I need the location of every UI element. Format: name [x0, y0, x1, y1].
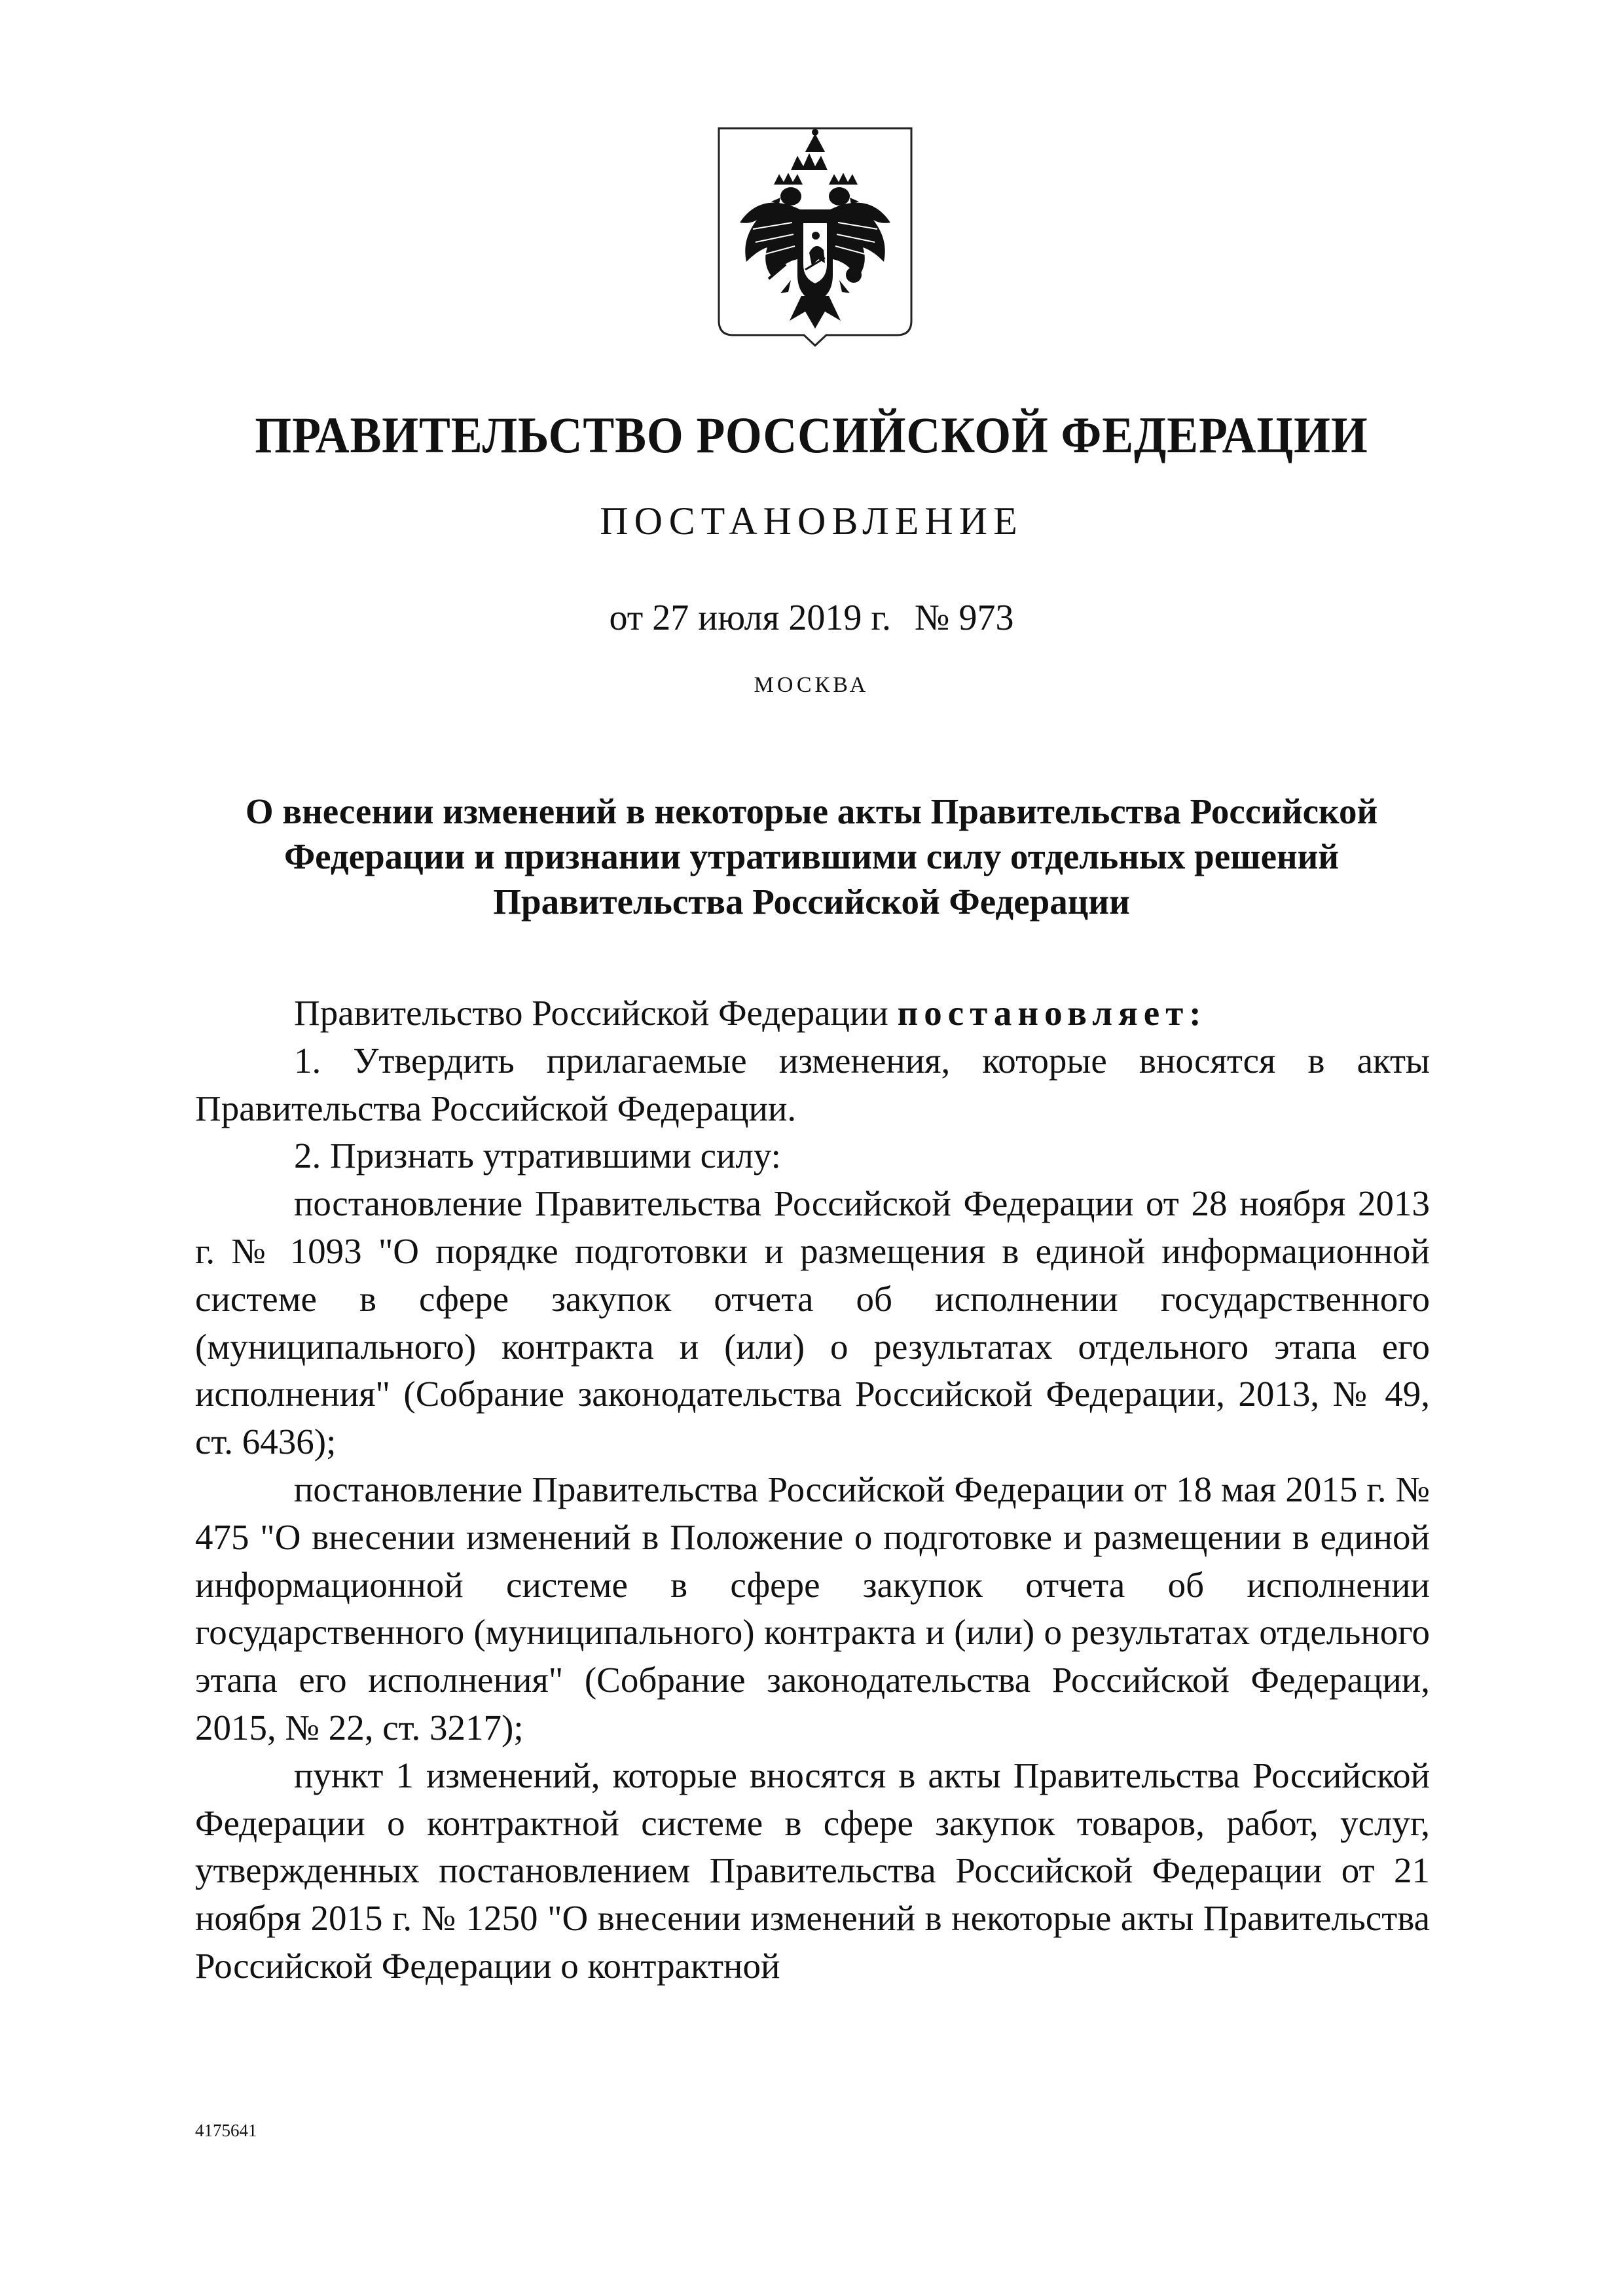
document-type: ПОСТАНОВЛЕНИЕ [600, 499, 1023, 543]
number-sign: № [915, 598, 950, 638]
paragraph-5: пункт 1 изменений, которые вносятся в акты Правительства Российской Федерации о контрактной системе в сфере закупок товаров, работ, услуг, утвержденных постановлением Правительства Российской Федерации от 21 ноября 2015 г. № 1250 "О внесении изменений в некоторые акты Правительства Российской Федерации о контрактной [195, 1755, 1430, 1986]
paragraph-3: постановление Правительства Российской Федерации от 28 ноября 2013 г. № 1093 "О порядке подготовки и размещения в единой информационной системе в сфере закупок отчета об исполнении государственного (муниципального) контракта и (или) о результатах отдельного этапа его исполнения" (Собрание законодательства Российской Федерации, 2013, № 49, ст. 6436); [195, 1183, 1430, 1462]
document-date: от 27 июля 2019 г. [609, 598, 892, 638]
footer-document-code: 4175641 [195, 2121, 257, 2140]
document-body [195, 990, 1430, 1990]
paragraph-1: 1. Утвердить прилагаемые изменения, которые вносятся в акты Правительства Российской Федерации. [195, 1040, 1430, 1128]
decree-word: постановляет: [897, 993, 1207, 1033]
paragraph-4: постановление Правительства Российской Федерации от 18 мая 2015 г. № 475 "О внесении изменений в Положение о подготовке и размещении в единой информационной системе в сфере закупок отчета об исполнении государственного (муниципального) контракта и (или) о результатах отдельного этапа его исполнения" (Собрание законодательства Российской Федерации, 2015, № 22, ст. 3217); [195, 1469, 1430, 1748]
government-title: ПРАВИТЕЛЬСТВО РОССИЙСКОЙ ФЕДЕРАЦИИ [255, 406, 1368, 463]
preamble-lead: Правительство Российской Федерации [294, 993, 898, 1033]
preamble [195, 990, 1430, 1037]
coat-of-arms-icon [714, 124, 917, 360]
date-number-line [0, 597, 1623, 639]
paragraph-2: 2. Признать утратившими силу: [294, 1136, 781, 1176]
document-number: 973 [958, 598, 1014, 638]
city: МОСКВА [754, 673, 869, 697]
document-heading: О внесении изменений в некоторые акты Правительства Российской Федерации и признании утратившими силу отдельных решений Правительства Российской Федерации [245, 791, 1378, 922]
